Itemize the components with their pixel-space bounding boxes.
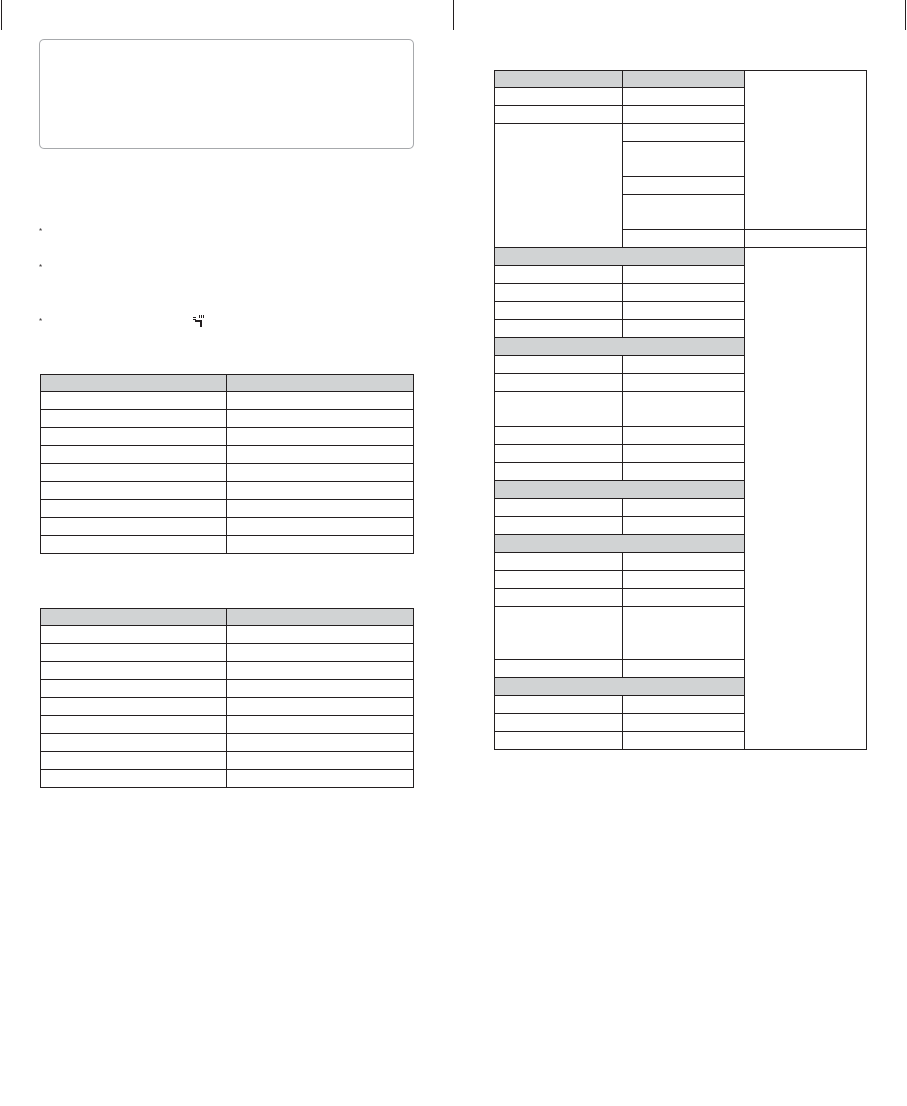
table-cell [227, 536, 414, 554]
table-cell [41, 698, 227, 716]
crop-mark-top-right [905, 0, 906, 30]
notice-box [39, 39, 414, 149]
table-cell [227, 446, 414, 464]
table-cell [41, 626, 227, 644]
spec-section-bar [495, 678, 867, 696]
table-cell [227, 518, 414, 536]
table-header-cell [41, 375, 227, 392]
table-row [41, 716, 414, 734]
table-row [41, 482, 414, 500]
table-cell [41, 428, 227, 446]
table-row [41, 680, 414, 698]
table-row [41, 392, 414, 410]
table-row [495, 302, 867, 320]
table-row [495, 732, 867, 750]
spec-section-bar [495, 481, 867, 499]
spec-section-bar [495, 535, 867, 553]
table-row [495, 660, 867, 678]
table-cell [41, 734, 227, 752]
table-row [495, 266, 867, 284]
table-cell [227, 698, 414, 716]
table-cell [41, 482, 227, 500]
table-row [495, 106, 867, 124]
table-row [495, 124, 867, 142]
table-row [41, 644, 414, 662]
table-row [495, 571, 867, 589]
spec-header-row [495, 71, 867, 88]
table-row [41, 698, 414, 716]
table-cell [41, 716, 227, 734]
table-header-cell [41, 609, 227, 626]
table-row [41, 626, 414, 644]
table-row [41, 428, 414, 446]
table-cell [227, 662, 414, 680]
note-bullet-3: * [39, 317, 43, 326]
note-bullet-1: * [39, 227, 43, 236]
table-row [41, 662, 414, 680]
table-cell [227, 626, 414, 644]
table-cell [227, 482, 414, 500]
table-cell [227, 500, 414, 518]
table-row [495, 392, 867, 427]
table-row [495, 356, 867, 374]
spec-section-title [495, 248, 745, 266]
table-row [495, 696, 867, 714]
table-cell [41, 644, 227, 662]
crop-mark-top-left [1, 0, 2, 30]
table-row [495, 320, 867, 338]
table-cell [41, 536, 227, 554]
table-cell [41, 752, 227, 770]
spec-section-title [495, 678, 745, 696]
table-cell [41, 410, 227, 428]
table-cell [41, 662, 227, 680]
table-row [41, 734, 414, 752]
table-cell [227, 770, 414, 788]
table-row [495, 284, 867, 302]
table-cell [41, 500, 227, 518]
table-row [41, 464, 414, 482]
table-header-cell [227, 609, 414, 626]
table-cell [227, 428, 414, 446]
spec-section-bar [495, 338, 867, 356]
table-row [495, 589, 867, 607]
shower-head-icon [192, 314, 206, 328]
table-row [41, 446, 414, 464]
spec-section-bar [495, 248, 867, 266]
table-row [495, 427, 867, 445]
spec-section-title [495, 481, 745, 499]
table-row [41, 500, 414, 518]
table-cell [227, 464, 414, 482]
table-row [41, 518, 414, 536]
table-row [41, 752, 414, 770]
table-cell [41, 770, 227, 788]
table-cell [41, 680, 227, 698]
table-header-row [41, 375, 414, 392]
table-row [495, 445, 867, 463]
specification-table [494, 70, 867, 750]
table-cell [227, 734, 414, 752]
table-small-1 [40, 374, 414, 554]
table-row [495, 499, 867, 517]
crop-mark-top-center [453, 0, 454, 30]
table-row [495, 607, 867, 660]
table-row [495, 553, 867, 571]
table-row [495, 517, 867, 535]
spec-header-cell [623, 71, 745, 88]
note-bullet-2: * [39, 263, 43, 272]
table-row [495, 374, 867, 392]
table-row [495, 714, 867, 732]
table-header-cell [227, 375, 414, 392]
spec-section-title [495, 535, 745, 553]
table-cell [41, 446, 227, 464]
table-header-row [41, 609, 414, 626]
table-cell [227, 392, 414, 410]
table-cell [41, 392, 227, 410]
table-row [495, 88, 867, 106]
spec-section-title [495, 338, 745, 356]
table-row [41, 770, 414, 788]
table-row [41, 410, 414, 428]
table-cell [227, 410, 414, 428]
table-cell [41, 464, 227, 482]
table-row [495, 463, 867, 481]
table-small-2 [40, 608, 414, 788]
table-cell [227, 644, 414, 662]
table-cell [227, 680, 414, 698]
spec-header-cell [495, 71, 623, 88]
table-cell [227, 752, 414, 770]
table-row [41, 536, 414, 554]
table-cell [41, 518, 227, 536]
table-cell [227, 716, 414, 734]
